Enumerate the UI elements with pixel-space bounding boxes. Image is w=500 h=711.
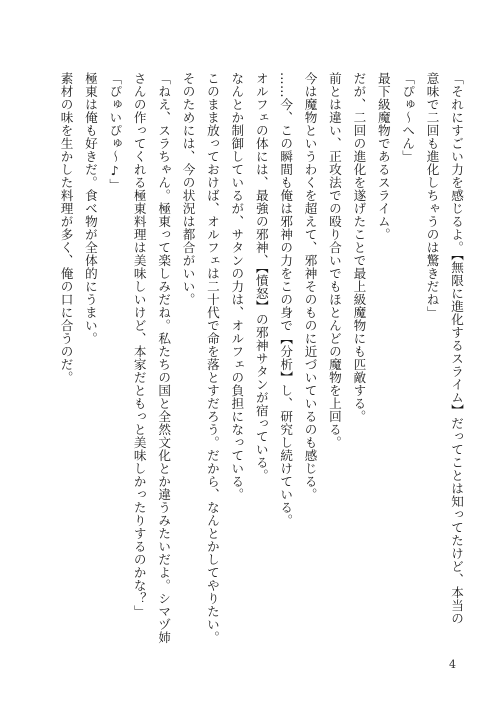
text-line: 「ぴゅいぴゅ〜♪」 [107,72,123,192]
text-line: ……今、この瞬間も俺は邪神の力をこの身で【分析】し、研究し続けている。 [278,72,294,527]
page-number: 4 [449,658,456,671]
text-line: このまま放っておけば、オルフェは二十代で命を落とすだろう。だから、なんとかしてやりたい。 [204,72,220,644]
text-line: 前とは違い、正攻法での殴り合いでもほとんどの魔物を上回る。 [326,72,342,449]
text-line: 「ねえ、スラちゃん。極東って楽しみだね。私たちの国と全然文化とか違うみたいだよ。シマヅ姉 [156,72,172,644]
text-line: だが、二回の進化を遂げたことで最上級魔物にも匹敵する。 [351,72,367,423]
text-line: なんとか制御しているが、サタンの力は、オルフェの負担になっている。 [229,72,245,501]
text-line: 最下級魔物であるスライム。 [375,72,391,241]
text-line: オルフェの体には、最強の邪神、【憤怒】の邪神サタンが宿っている。 [253,72,269,482]
text-line: 極東は俺も好きだ。食べ物が全体的にうまい。 [82,72,98,345]
text-line: さんの作ってくれる極東料理は美味しいけど、本家だともっと美味しかったりするのかな？」 [131,72,147,618]
text-line: そのためには、今の状況は都合がいい。 [180,72,196,306]
text-line: 意味で二回も進化しちゃうのは驚きだね」 [424,72,440,319]
text-line: 素材の味を生かした料理が多く、俺の口に合うのだ。 [58,72,74,384]
text-line: 今は魔物というわくを超えて、邪神そのものに近づいているのも感じる。 [302,72,318,501]
text-line: 「それにすごい力を感じるよ。【無限に進化するスライム】だってことは知ってたけど、本当の [449,72,464,625]
vertical-text-block [28,72,468,642]
text-line: 「ぴゅ〜へん」 [400,72,416,163]
